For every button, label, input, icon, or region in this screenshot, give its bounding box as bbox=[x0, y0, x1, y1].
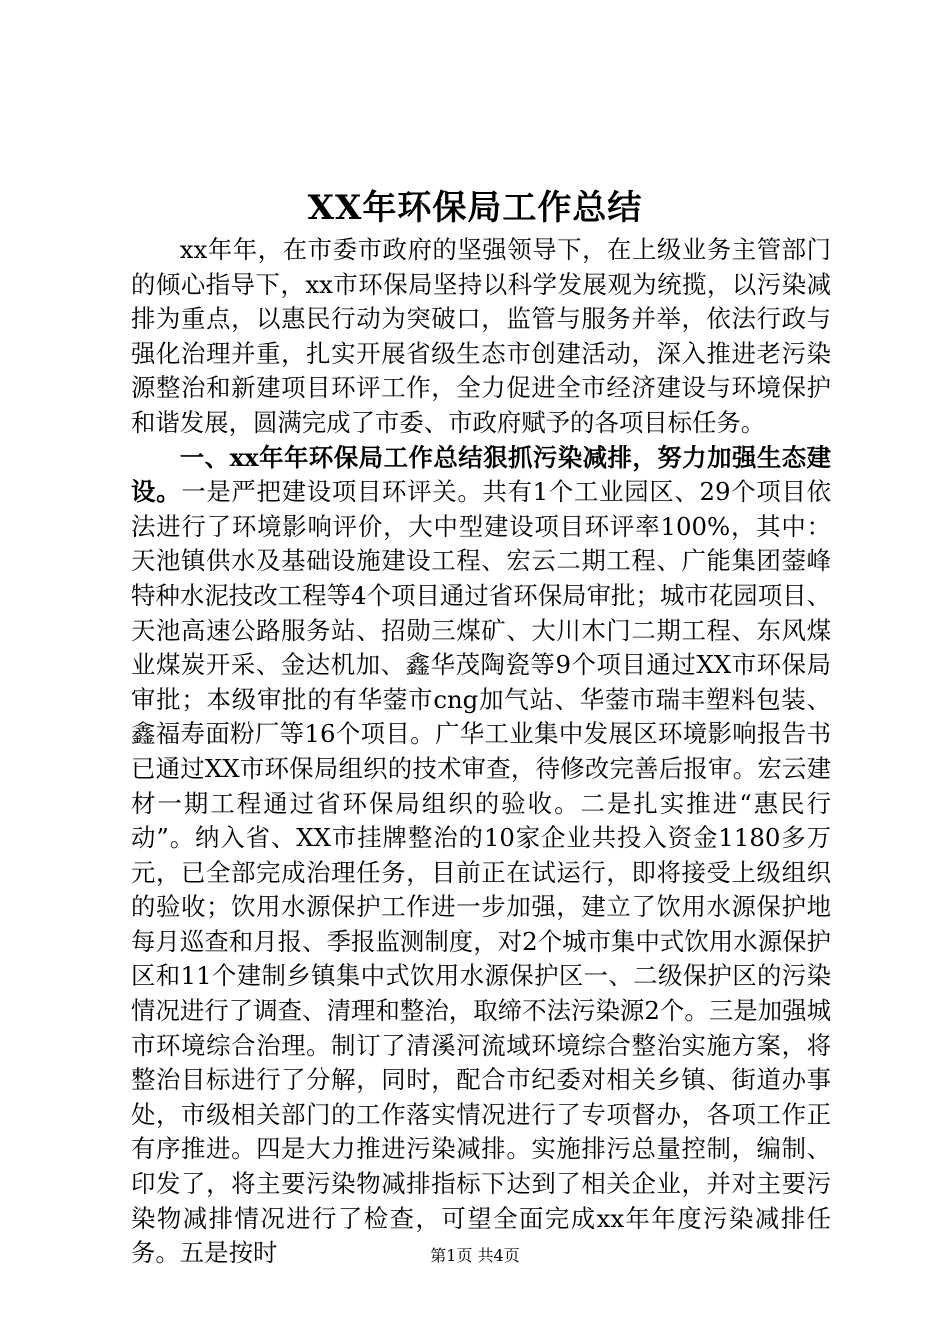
section-heading: 一、xx年年环保局工作总结狠抓污染减排，努力加强生态建设。 bbox=[131, 442, 831, 507]
document-title: XX年环保局工作总结 bbox=[307, 188, 643, 228]
document-body bbox=[131, 233, 831, 1271]
intro-paragraph: xx年年，在市委市政府的坚强领导下，在上级业务主管部门的倾心指导下，xx市环保局坚持以科学发展观为统揽，以污染减排为重点，以惠民行动为突破口，监管与服务并举，依法行政与强化治理并重，扎实开展省级生态市创建活动，深入推进老污染源整治和新建项目环评工作，全力促进全市经济建设与环境保护和谐发展，圆满完成了市委、市政府赋予的各项目标任务。 bbox=[131, 235, 831, 437]
section-paragraph bbox=[131, 441, 831, 1271]
section-body: 一是严把建设项目环评关。共有1个工业园区、29个项目依法进行了环境影响评价，大中型建设项目环评率100%，其中：天池镇供水及基础设施建设工程、宏云二期工程、广能集团蓥峰特种水泥技改工程等4个项目通过省环保局审批；城市花园项目、天池高速公路服务站、招勋三煤矿、大川木门二期工程、东风煤业煤炭开采、金达机加、鑫华茂陶瓷等9个项目通过XX市环保局审批；本级审批的有华蓥市cng加气站、华蓥市瑞丰塑料包装、鑫福寿面粉厂等16个项目。广华工业集中发展区环境影响报告书已通过XX市环保局组织的技术审查，待修改完善后报审。宏云建材一期工程通过省环保局组织的验收。二是扎实推进“惠民行动”。纳入省、XX市挂牌整治的10家企业共投入资金1180多万元，已全部完成治理任务，目前正在试运行，即将接受上级组织的验收；饮用水源保护工作进一步加强，建立了饮用水源保护地每月巡查和月报、季报监测制度，对2个城市集中式饮用水源保护区和11个建制乡镇集中式饮用水源保护区一、二级保护区的污染情况进行了调查、清理和整治，取缔不法污染源2个。三是加强城市环境综合治理。制订了清溪河流域环境综合整治实施方案，将整治目标进行了分解，同时，配合市纪委对相关乡镇、街道办事处，市级相关部门的工作落实情况进行了专项督办，各项工作正有序推进。四是大力推进污染减排。实施排污总量控制，编制、印发了，将主要污染物减排指标下达到了相关企业，并对主要污染物减排情况进行了检查，可望全面完成xx年年度污染减排任务。五是按时 bbox=[131, 477, 831, 1268]
page-number: 第1页 共4页 bbox=[430, 1246, 520, 1265]
